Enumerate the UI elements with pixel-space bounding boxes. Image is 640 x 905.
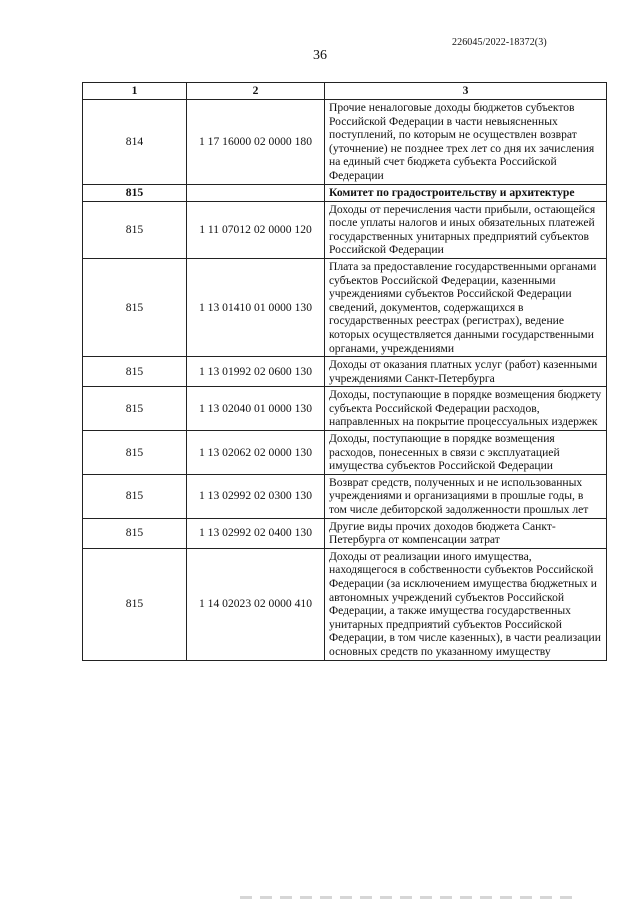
table-header-row [83, 83, 607, 100]
description-cell: Доходы от реализации иного имущества, находящегося в собственности субъектов Российской Федерации (за исключением имущества бюджетных и автономных учреждений субъектов Российской Федерации, а также имущества государственных унитарных предприятий субъектов Российской Федерации, в том числе казенных), в части реализации основных средств по указанному имуществу [325, 548, 607, 660]
column-header-2: 2 [187, 83, 325, 100]
admin-code-cell: 815 [83, 258, 187, 356]
admin-code-cell: 815 [83, 518, 187, 548]
revenue-code-cell: 1 13 02992 02 0300 130 [187, 474, 325, 518]
page-number: 36 [313, 48, 327, 63]
table-row [83, 474, 607, 518]
admin-code-cell: 815 [83, 357, 187, 387]
revenue-code-cell: 1 14 02023 02 0000 410 [187, 548, 325, 660]
admin-code-cell: 815 [83, 387, 187, 431]
revenue-code-cell: 1 11 07012 02 0000 120 [187, 201, 325, 258]
admin-code-cell: 814 [83, 100, 187, 185]
table-row [83, 387, 607, 431]
admin-code-cell: 815 [83, 201, 187, 258]
description-cell: Комитет по градостроительству и архитектуре [325, 184, 607, 201]
table-row [83, 201, 607, 258]
revenue-code-cell: 1 13 02992 02 0400 130 [187, 518, 325, 548]
admin-code-cell: 815 [83, 548, 187, 660]
table-row [83, 548, 607, 660]
admin-code-cell: 815 [83, 431, 187, 475]
description-cell: Доходы, поступающие в порядке возмещения расходов, понесенных в связи с эксплуатацией имущества субъектов Российской Федерации [325, 431, 607, 475]
admin-code-cell: 815 [83, 184, 187, 201]
budget-codes-table [82, 82, 607, 661]
description-cell: Возврат средств, полученных и не использованных учреждениями и организациями в прошлые годы, в том числе дебиторской задолженности прошлых лет [325, 474, 607, 518]
revenue-code-cell: 1 13 01410 01 0000 130 [187, 258, 325, 356]
table-section-row [83, 184, 607, 201]
table-row [83, 431, 607, 475]
revenue-code-cell: 1 13 02040 01 0000 130 [187, 387, 325, 431]
table-row [83, 357, 607, 387]
description-cell: Доходы от перечисления части прибыли, остающейся после уплаты налогов и иных обязательных платежей государственных унитарных предприятий субъектов Российской Федерации [325, 201, 607, 258]
table-row [83, 258, 607, 356]
description-cell: Прочие неналоговые доходы бюджетов субъектов Российской Федерации в части невыясненных поступлений, по которым не осуществлен возврат (уточнение) не позднее трех лет со дня их зачисления на единый счет бюджета субъекта Российской Федерации [325, 100, 607, 185]
revenue-code-cell: 1 13 02062 02 0000 130 [187, 431, 325, 475]
revenue-code-cell [187, 184, 325, 201]
admin-code-cell: 815 [83, 474, 187, 518]
description-cell: Доходы, поступающие в порядке возмещения бюджету субъекта Российской Федерации расходов, направленных на покрытие процессуальных издержек [325, 387, 607, 431]
table-row [83, 100, 607, 185]
description-cell: Другие виды прочих доходов бюджета Санкт-Петербурга от компенсации затрат [325, 518, 607, 548]
column-header-3: 3 [325, 83, 607, 100]
footer-scan-artifact [240, 896, 580, 899]
revenue-code-cell: 1 13 01992 02 0600 130 [187, 357, 325, 387]
description-cell: Плата за предоставление государственными органами субъектов Российской Федерации, казенными учреждениями субъектов Российской Федерации сведений, документов, содержащихся в государственных реестрах (регистрах), ведение которых осуществляется данными государственными органами, учреждениями [325, 258, 607, 356]
table-body [83, 100, 607, 661]
document-id: 226045/2022-18372(3) [452, 37, 547, 48]
table-row [83, 518, 607, 548]
revenue-code-cell: 1 17 16000 02 0000 180 [187, 100, 325, 185]
column-header-1: 1 [83, 83, 187, 100]
description-cell: Доходы от оказания платных услуг (работ) казенными учреждениями Санкт-Петербурга [325, 357, 607, 387]
